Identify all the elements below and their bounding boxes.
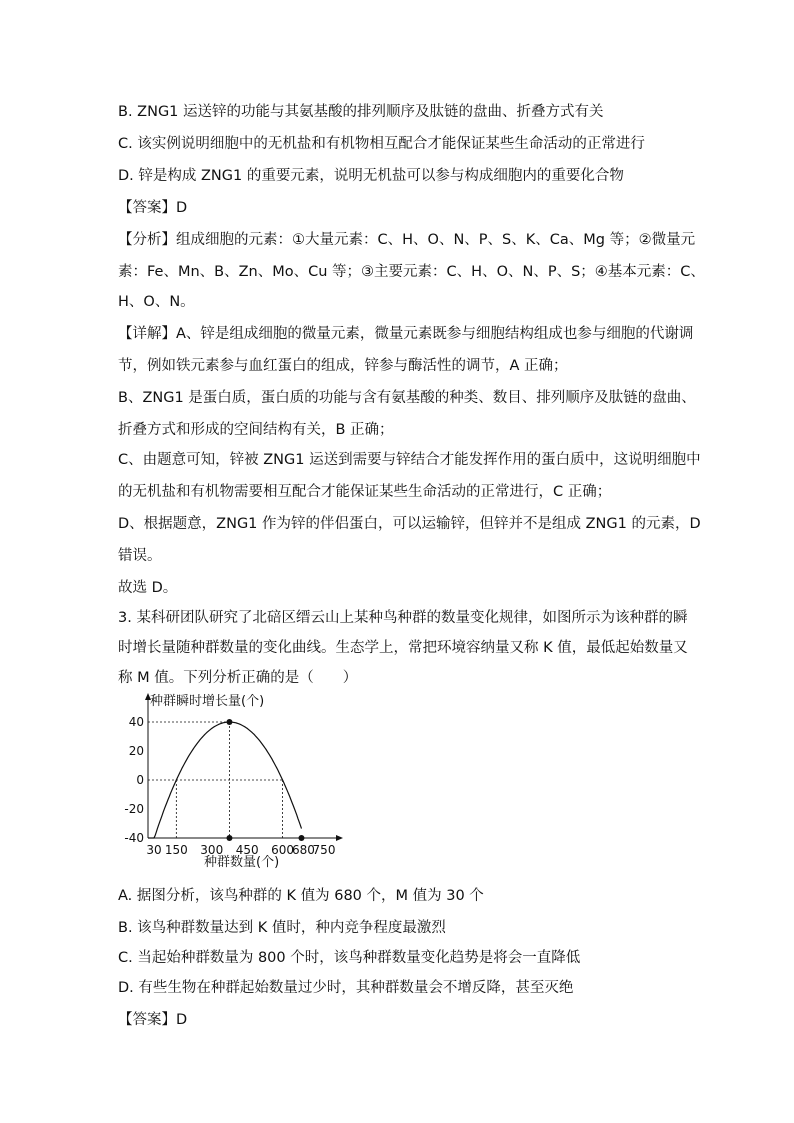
x-tick-label: 600 <box>271 843 295 857</box>
population-growth-chart <box>118 688 368 877</box>
x-tick-label: 30 <box>146 843 162 857</box>
text-line: D. 锌是构成 ZNG1 的重要元素，说明无机盐可以参与构成细胞内的重要化合物 <box>118 168 624 184</box>
x-tick-label: 150 <box>164 843 188 857</box>
chart-ylabel: 种群瞬时增长量(个) <box>150 694 265 709</box>
option-a: A. 据图分析，该鸟种群的 K 值为 680 个，M 值为 30 个 <box>118 888 484 904</box>
x-tick-label: 750 <box>312 843 336 857</box>
text-line: 的无机盐和有机物需要相互配合才能保证某些生命活动的正常进行，C 正确； <box>118 484 612 500</box>
text-line: 【分析】组成细胞的元素：①大量元素：C、H、O、N、P、S、K、Ca、Mg 等；②微量元 <box>118 232 696 248</box>
text-line: 折叠方式和形成的空间结构有关，B 正确； <box>118 422 394 438</box>
x-axis-arrow <box>336 835 343 841</box>
text-line: B、ZNG1 是蛋白质，蛋白质的功能与含有氨基酸的种类、数目、排列顺序及肽链的盘曲、 <box>118 390 696 406</box>
chart-xlabel: 种群数量(个) <box>204 855 280 870</box>
text-line: 3. 某科研团队研究了北碚区缙云山上某种鸟种群的数量变化规律，如图所示为该种群的瞬 <box>118 610 688 626</box>
y-tick-label: -20 <box>124 802 144 816</box>
option-d: D. 有些生物在种群起始数量过少时，其种群数量会不增反降，甚至灭绝 <box>118 980 574 996</box>
option-c: C. 当起始种群数量为 800 个时，该鸟种群数量变化趋势是将会一直降低 <box>118 950 581 966</box>
text-line: C. 该实例说明细胞中的无机盐和有机物相互配合才能保证某些生命活动的正常进行 <box>118 136 645 152</box>
x-tick-label: 450 <box>235 843 259 857</box>
text-line: 【详解】A、锌是组成细胞的微量元素，微量元素既参与细胞结构组成也参与细胞的代谢调 <box>118 326 694 342</box>
text-line: 称 M 值。下列分析正确的是（ ） <box>118 670 358 686</box>
data-point <box>226 719 232 725</box>
text-line: C、由题意可知，锌被 ZNG1 运送到需要与锌结合才能发挥作用的蛋白质中，这说明细胞中 <box>118 452 701 468</box>
data-point <box>298 835 304 841</box>
y-tick-label: 40 <box>128 715 144 729</box>
x-tick-label: 300 <box>200 843 224 857</box>
text-line: 故选 D。 <box>118 580 178 596</box>
text-line: 节，例如铁元素参与血红蛋白的组成，锌参与酶活性的调节，A 正确； <box>118 358 568 374</box>
text-line: H、O、N。 <box>118 294 195 310</box>
x-tick-label: 680 <box>292 843 315 857</box>
y-tick-label: -40 <box>124 831 144 845</box>
text-line: 【答案】D <box>118 200 188 216</box>
option-b: B. 该鸟种群数量达到 K 值时，种内竞争程度最激烈 <box>118 920 446 936</box>
answer-line: 【答案】D <box>118 1012 188 1028</box>
y-tick-label: 20 <box>128 744 144 758</box>
chart-svg <box>118 688 368 873</box>
y-tick-label: 0 <box>136 773 144 787</box>
text-line: 时增长量随种群数量的变化曲线。生态学上，常把环境容纳量又称 K 值，最低起始数量又 <box>118 640 688 656</box>
text-line: 素：Fe、Mn、B、Zn、Mo、Cu 等；③主要元素：C、H、O、N、P、S；④基本元素：C、 <box>118 264 705 280</box>
text-line: B. ZNG1 运送锌的功能与其氨基酸的排列顺序及肽链的盘曲、折叠方式有关 <box>118 104 604 120</box>
text-line: D、根据题意，ZNG1 作为锌的伴侣蛋白，可以运输锌，但锌并不是组成 ZNG1 的元素，D <box>118 516 701 532</box>
text-line: 错误。 <box>118 548 162 564</box>
data-point <box>226 835 232 841</box>
